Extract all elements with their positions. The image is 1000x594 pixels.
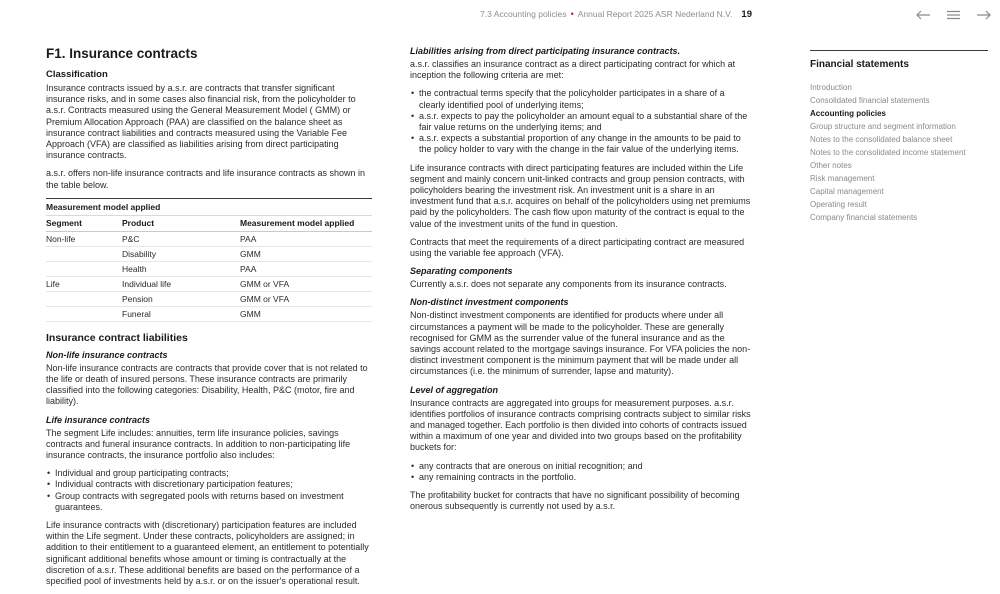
cell-product: Disability [122,246,240,261]
col-header-product: Product [122,215,240,231]
list-item: • any remaining contracts in the portfolio. [410,472,752,483]
sidebar-item-operating-result[interactable]: Operating result [810,200,867,209]
list-item: • a.s.r. expects a substantial proportion of any change in the amounts to be paid to the policy holder to vary with the change in the fair value of the underlying items. [410,133,752,155]
aggregation-paragraph: Insurance contracts are aggregated into groups for measurement purposes. a.s.r. identifies portfolios of insurance contracts comprising contracts subject to similar risks and managed together. Each portfolio is then divided into cohorts of contracts issued within a maximum of one year and divided into two groups based on the profitability buckets for: [410,397,751,453]
col-header-segment: Segment [46,215,122,231]
criteria-list [410,88,752,155]
page-number: 19 [741,9,752,20]
life-participation-paragraph: Life insurance contracts with (discretionary) participation features are included within the Life segment. Under these contracts, policyholders are assigned; in addition to their entitlement to a guaranteed element, an entitlement to potentially significant additional benefits whose amount or timing is contractually at the discretion of a.s.r. These additional benefits are based on the performance of a specified pool of investments held by a.s.r. or on the issuer's operational result. [46,520,369,587]
measurement-model-table [46,198,372,322]
life-contracts-heading: Life insurance contracts [46,414,151,425]
sidebar-item-consolidated-financial-statements[interactable]: Consolidated financial statements [810,96,930,105]
table-header-row [46,215,372,231]
cell-model: GMM or VFA [240,276,372,291]
breadcrumb [410,9,752,20]
breadcrumb-report-title: Annual Report 2025 ASR Nederland N.V. [577,9,733,19]
sidebar-item-notes-balance-sheet[interactable]: Notes to the consolidated balance sheet [810,135,953,144]
cell-segment [46,246,122,261]
direct-participating-paragraph: Life insurance contracts with direct participating features are included within the Life segment and mainly concern unit-linked contracts and group pension contracts, with policyholders bearing the investment risk. An investment unit is a share in an investment fund that a.s.r. acquires on behalf of the policyholders using net premiums paid by the policyholders. The cash flow upon maturity of the contract is equal to the value of the investment units of the fund in question. [410,162,751,229]
cell-segment: Non-life [46,231,122,246]
classification-heading: Classification [46,69,108,80]
breadcrumb-section: 7.3 Accounting policies [480,9,567,19]
sidebar-item-capital-management[interactable]: Capital management [810,187,884,196]
cell-model: PAA [240,261,372,276]
non-distinct-components-paragraph: Non-distinct investment components are identified for products where under all circumstances a payment will be made to the policyholder. These are generally recognised for GMM as the surrender value of the funeral insurance and as the savings account related to the mortgage savings insurance. For VFA policies the non-distinct investment component is the minimum payment that will be made under all circumstances (i.e. the minimum of surrender, lapse and maturity). [410,310,751,377]
sidebar-item-group-structure[interactable]: Group structure and segment information [810,122,956,131]
list-item: • any contracts that are onerous on initial recognition; and [410,461,752,472]
cell-segment: Life [46,276,122,291]
cell-model: PAA [240,231,372,246]
classification-paragraph: Insurance contracts issued by a.s.r. are contracts that transfer significant insurance risks, and in some cases also financial risk, from the policyholder to a.s.r. Contracts measured using the General Measurement Model ( GMM) or Premium Allocation Approach (PAA) are classified on the balance sheet as insurance contract liabilities and contracts measured using the Variable Fee Approach (VFA) are classified as liabilities arising from direct participating insurance contracts. [46,83,356,161]
separating-components-paragraph: Currently a.s.r. does not separate any components from its insurance contracts. [410,279,727,290]
insurance-contract-liabilities-heading: Insurance contract liabilities [46,331,188,344]
table-row [46,276,372,291]
separating-components-heading: Separating components [410,266,513,277]
sidebar-item-company-financial-statements[interactable]: Company financial statements [810,213,918,222]
aggregation-buckets-list [410,461,752,483]
sidebar-item-risk-management[interactable]: Risk management [810,174,875,183]
viewer-nav [916,7,991,25]
nonlife-contracts-heading: Non-life insurance contracts [46,349,168,360]
sidebar-item-other-notes[interactable]: Other notes [810,161,852,170]
table-title: Measurement model applied [46,198,372,215]
vfa-paragraph: Contracts that meet the requirements of a direct participating contract are measured using the variable fee approach (VFA). [410,236,745,259]
non-distinct-components-heading: Non-distinct investment components [410,297,569,308]
list-item: • Individual and group participating contracts; [46,468,372,479]
cell-model: GMM [240,306,372,321]
cell-model: GMM [240,246,372,261]
financial-statements-nav [810,50,988,224]
profitability-bucket-paragraph: The profitability bucket for contracts that have no significant possibility of becoming onerous subsequently is currently not used by a.s.r. [410,490,740,512]
liabilities-arising-heading: Liabilities arising from direct participating insurance contracts. [410,46,681,56]
left-column [46,46,372,594]
nonlife-paragraph: Non-life insurance contracts are contracts that provide cover that is not related to the life or death of insured persons. These insurance contracts are primarily classified into the following categories: Disability, Health, P&C (motor, fire and liability). [46,362,368,407]
sidebar-item-introduction[interactable]: Introduction [810,83,852,92]
table-intro-paragraph: a.s.r. offers non-life insurance contracts and life insurance contracts as shown in the table below. [46,168,365,190]
cell-product: Pension [122,291,240,306]
table-row [46,261,372,276]
sidebar-item-accounting-policies[interactable]: Accounting policies [810,109,887,118]
breadcrumb-separator-icon: • [570,9,574,19]
cell-product: Individual life [122,276,240,291]
table-row [46,291,372,306]
sidebar-item-notes-income-statement[interactable]: Notes to the consolidated income statement [810,148,966,157]
list-item: • the contractual terms specify that the policyholder participates in a share of a clearly identified pool of underlying items; [410,88,752,110]
page-title: F1. Insurance contracts [46,46,198,61]
sidebar-divider [810,50,988,51]
arrow-right-icon[interactable] [976,7,991,25]
liabilities-intro-paragraph: a.s.r. classifies an insurance contract as a direct participating contract for which at inception the following criteria are met: [410,59,736,81]
level-of-aggregation-heading: Level of aggregation [410,384,499,395]
cell-product: Health [122,261,240,276]
cell-product: P&C [122,231,240,246]
sidebar-title: Financial statements [810,59,909,70]
life-paragraph: The segment Life includes: annuities, term life insurance policies, savings contracts and funeral insurance contracts. In addition to non-participating life insurance contracts, the insurance portfolio also includes: [46,427,351,461]
table-row [46,246,372,261]
col-header-model: Measurement model applied [240,215,372,231]
cell-segment [46,306,122,321]
cell-segment [46,291,122,306]
table-row [46,306,372,321]
cell-model: GMM or VFA [240,291,372,306]
life-includes-list [46,468,372,513]
list-item: • a.s.r. expects to pay the policyholder an amount equal to a substantial share of the fair value returns on the underlying items; and [410,111,752,133]
middle-column [410,46,752,520]
cell-product: Funeral [122,306,240,321]
arrow-left-icon[interactable] [916,7,931,25]
cell-segment [46,261,122,276]
table-row [46,231,372,246]
list-item: • Group contracts with segregated pools with returns based on investment guarantees. [46,491,372,513]
list-item: • Individual contracts with discretionary participation features; [46,479,372,490]
menu-list-icon[interactable] [947,7,960,25]
